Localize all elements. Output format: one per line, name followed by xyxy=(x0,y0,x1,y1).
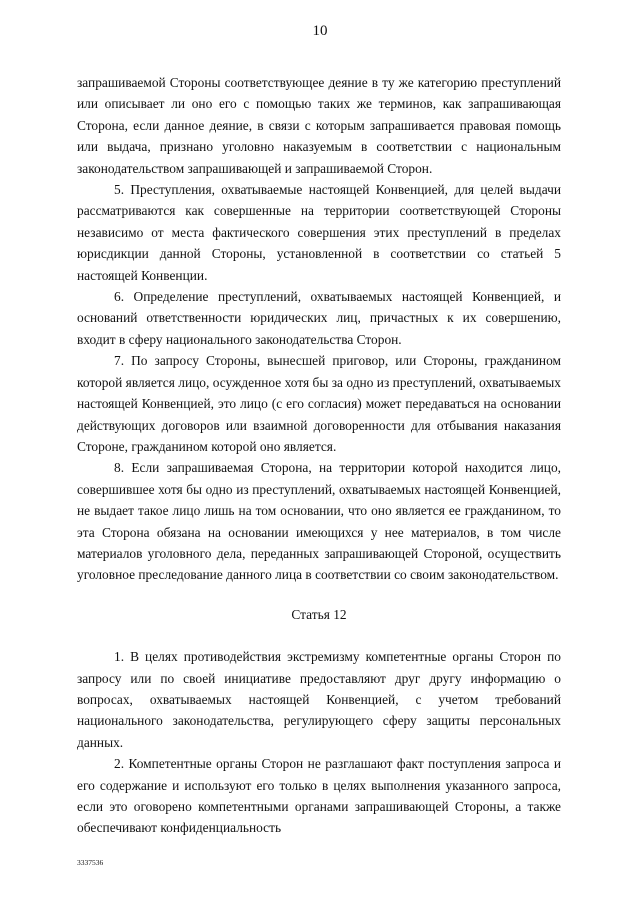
document-code: 3337536 xyxy=(77,858,104,867)
paragraph-continued: запрашиваемой Стороны соответствующее деяние в ту же категорию преступлений или описывает ли оно его с помощью таких же терминов, как запрашивающая Сторона, если данное деяние, в связи с которым запрашивается правовая помощь или выдача, признано уголовно наказуемым в соответствии с национальным законодательством запрашивающей и запрашиваемой Сторон. xyxy=(77,75,561,176)
paragraph-item-5: 5. Преступления, охватываемые настоящей Конвенцией, для целей выдачи рассматриваются как совершенные на территории соответствующей Стороны независимо от места фактического совершения этих преступлений в пределах юрисдикции данной Стороны, установленной в соответствии со статьей 5 настоящей Конвенции. xyxy=(77,182,561,283)
article-heading: Статья 12 xyxy=(291,606,347,622)
paragraph-item-7: 7. По запросу Стороны, вынесшей приговор, или Стороны, гражданином которой является лицо, осужденное хотя бы за одно из преступлений, охватываемых настоящей Конвенцией, это лицо (с его согласия) может передаваться на основании действующих договоров или взаимной договоренности для отбывания наказания Стороне, гражданином которой оно является. xyxy=(77,353,561,454)
document-body xyxy=(77,72,561,839)
paragraph-item-8: 8. Если запрашиваемая Сторона, на территории которой находится лицо, совершившее хотя бы одно из преступлений, охватываемых настоящей Конвенцией, не выдает такое лицо лишь на том основании, что оно является ее гражданином, то эта Сторона обязана на основании имеющихся у нее материалов, в том числе материалов уголовного дела, переданных запрашивающей Стороной, осуществить уголовное преследование данного лица в соответствии со своим законодательством. xyxy=(77,460,561,583)
article-12-paragraph-1: 1. В целях противодействия экстремизму компетентные органы Сторон по запросу или по своей инициативе предоставляют друг другу информацию о вопросах, охватываемых настоящей Конвенцией, с учетом требований национального законодательства, регулирующего сферу защиты персональных данных. xyxy=(77,649,561,750)
article-12-paragraph-2: 2. Компетентные органы Сторон не разглашают факт поступления запроса и его содержание и используют его только в целях выполнения указанного запроса, если это оговорено компетентными органами запрашивающей Стороны, а также обеспечивают конфиденциальность xyxy=(77,756,561,836)
paragraph-item-6: 6. Определение преступлений, охватываемых настоящей Конвенцией, и оснований ответственности юридических лиц, причастных к их совершению, входит в сферу национального законодательства Сторон. xyxy=(77,289,561,347)
page-number: 10 xyxy=(312,23,328,39)
